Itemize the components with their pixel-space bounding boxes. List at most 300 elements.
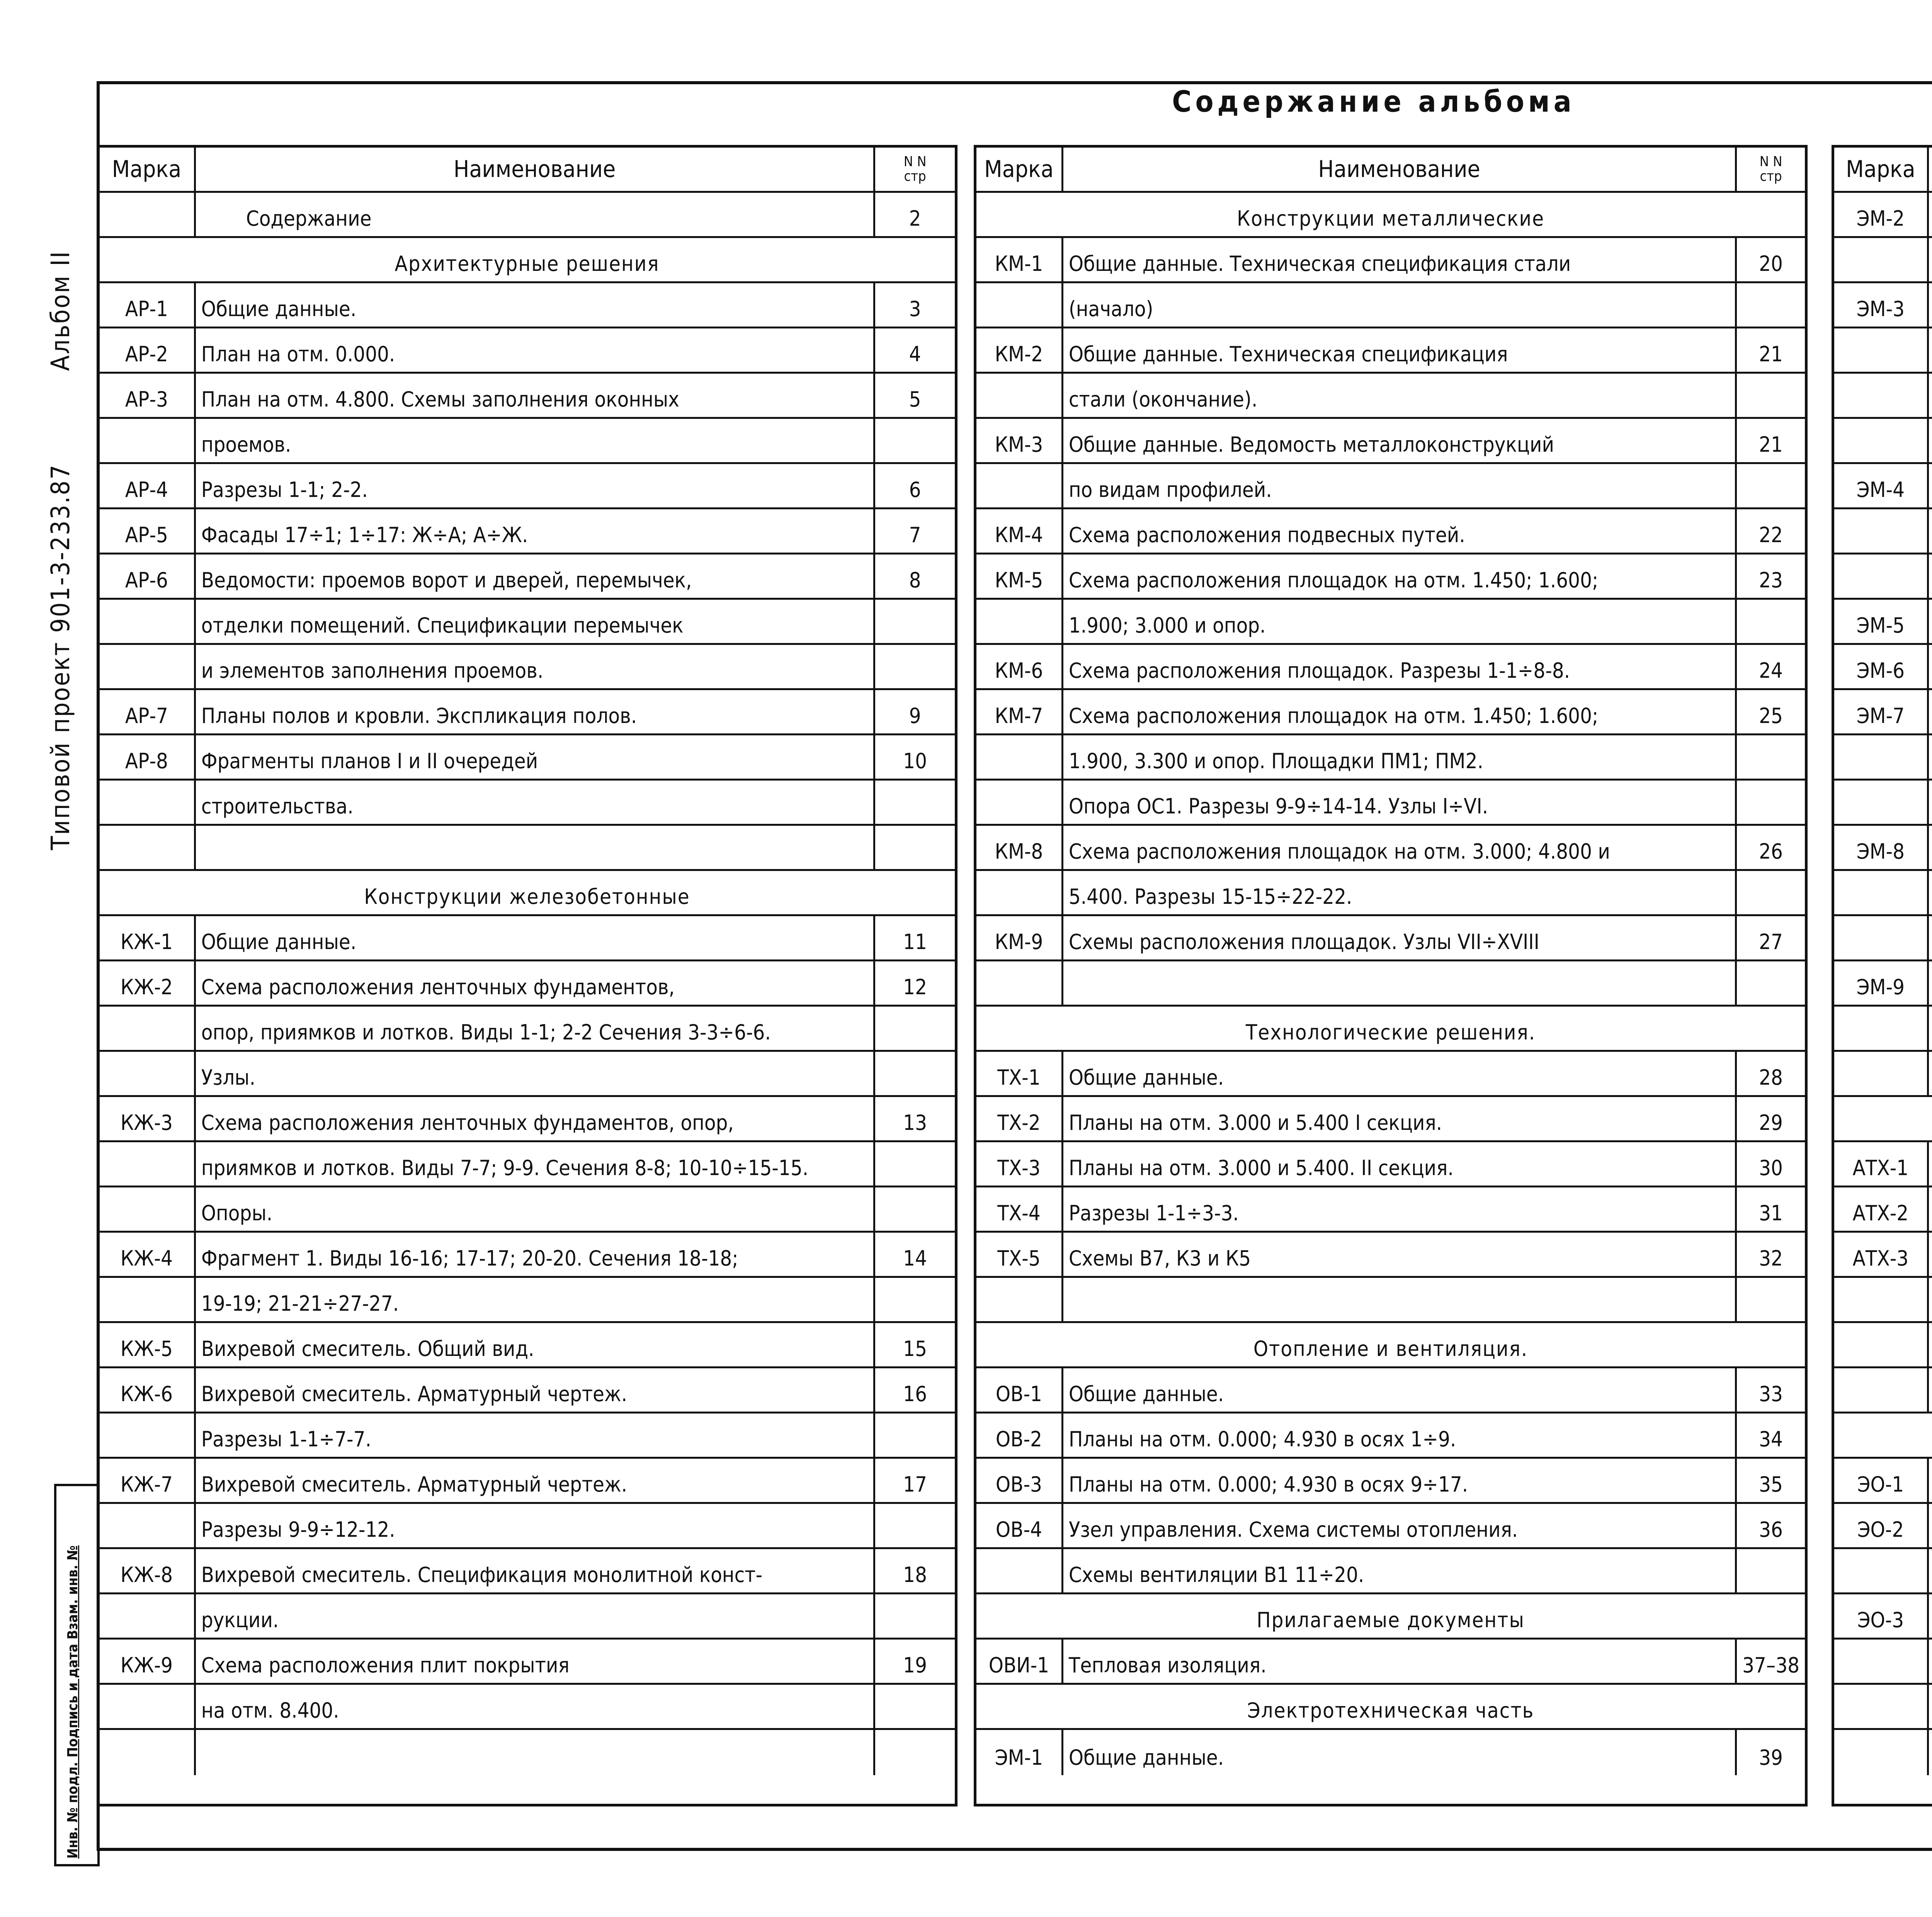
table-row <box>1834 374 1932 419</box>
drawing-code: АР-3 <box>99 374 196 417</box>
drawing-name <box>1929 1233 1932 1276</box>
drawing-code <box>99 1594 196 1638</box>
drawing-code <box>99 1730 196 1775</box>
section-heading <box>1834 1414 1932 1457</box>
table-row <box>1834 555 1932 600</box>
page-number-cell: 2 <box>909 206 921 231</box>
page-number-cell: 21 <box>1759 432 1783 457</box>
page-number-cell: 28 <box>1759 1065 1783 1090</box>
drawing-name: Общие данные. <box>1063 1368 1737 1412</box>
table-row <box>99 328 955 374</box>
drawing-code <box>1834 1052 1929 1095</box>
drawing-code: КЖ-5 <box>99 1323 196 1366</box>
table-row <box>99 1323 955 1368</box>
page-number-cell <box>875 1685 955 1728</box>
page-number-cell: 21 <box>1759 342 1783 366</box>
page-number-cell: 30 <box>1759 1156 1783 1180</box>
table-row <box>1834 961 1932 1007</box>
drawing-name: опор, приямков и лотков. Виды 1-1; 2-2 Сечения 3-3÷6-6. <box>196 1007 875 1050</box>
drawing-code: ЭО-3 <box>1834 1594 1929 1638</box>
drawing-name: стали (окончание). <box>1063 374 1737 417</box>
drawing-code <box>976 1278 1063 1321</box>
drawing-name <box>1929 1594 1932 1638</box>
drawing-name <box>1929 600 1932 643</box>
drawing-code <box>976 374 1063 417</box>
drawing-code <box>99 826 196 869</box>
page-number-cell: 10 <box>903 749 927 773</box>
page-number-cell: 15 <box>903 1337 927 1361</box>
table-row <box>99 464 955 509</box>
drawing-code <box>1834 1368 1929 1412</box>
table-row <box>976 781 1805 826</box>
drawing-name: Опора ОС1. Разрезы 9-9÷14-14. Узлы I÷VI. <box>1063 781 1737 824</box>
drawing-code: ЭМ-2 <box>1834 193 1929 236</box>
page-number-cell: 5 <box>909 387 921 412</box>
table-row <box>99 916 955 961</box>
table-row <box>99 961 955 1007</box>
drawing-name: Схема расположения подвесных путей. <box>1063 509 1737 553</box>
page-number-cell <box>875 1278 955 1321</box>
section-heading-row <box>976 193 1805 238</box>
table-row <box>99 735 955 781</box>
drawing-name <box>1063 961 1737 1005</box>
table-row <box>976 1504 1805 1549</box>
drawing-name: Общие данные. <box>196 916 875 959</box>
drawing-name: и элементов заполнения проемов. <box>196 645 875 688</box>
drawing-code <box>976 961 1063 1005</box>
drawing-name: 1.900; 3.000 и опор. <box>1063 600 1737 643</box>
drawing-code: АР-6 <box>99 555 196 598</box>
drawing-name: Вихревой смеситель. Арматурный чертеж. <box>196 1368 875 1412</box>
drawing-code <box>99 419 196 462</box>
page-number-cell <box>1737 464 1805 507</box>
drawing-name: отделки помещений. Спецификации перемычек <box>196 600 875 643</box>
drawing-name: Общие данные. Техническая спецификация стали <box>1063 238 1737 281</box>
drawing-name: Узлы. <box>196 1052 875 1095</box>
page-number-cell <box>875 1007 955 1050</box>
drawing-name <box>1929 509 1932 553</box>
drawing-name: Общие данные. <box>196 283 875 327</box>
drawing-code <box>976 283 1063 327</box>
drawing-code: КЖ-9 <box>99 1640 196 1683</box>
drawing-code: КМ-7 <box>976 690 1063 733</box>
table-row <box>99 645 955 690</box>
page-number-cell <box>1737 1549 1805 1592</box>
drawing-name <box>1929 1187 1932 1231</box>
drawing-code: АР-8 <box>99 735 196 779</box>
drawing-name: Схемы В7, К3 и К5 <box>1063 1233 1737 1276</box>
table-row <box>99 1640 955 1685</box>
page-number-cell: 17 <box>903 1472 927 1497</box>
page-number-cell <box>1737 961 1805 1005</box>
header-page-bottom: стр <box>904 168 926 184</box>
drawing-code <box>1834 509 1929 553</box>
stamp-label: Инв. № подл. Подпись и дата Взам. инв. № <box>65 1545 81 1859</box>
drawing-name <box>1929 735 1932 779</box>
table-row <box>99 1549 955 1594</box>
drawing-code <box>99 1187 196 1231</box>
table-row <box>1834 328 1932 374</box>
drawing-name <box>1929 690 1932 733</box>
project-label: Типовой проект 901-3-233.87 <box>46 463 75 850</box>
drawing-name: строительства. <box>196 781 875 824</box>
page-number-cell <box>1737 781 1805 824</box>
table-row <box>1834 690 1932 735</box>
drawing-name <box>1929 1504 1932 1547</box>
page-number-cell <box>875 419 955 462</box>
drawing-name: Планы на отм. 0.000; 4.930 в осях 1÷9. <box>1063 1414 1737 1457</box>
section-heading-row <box>976 1007 1805 1052</box>
table-row <box>1834 464 1932 509</box>
section-heading: Отопление и вентиляция. <box>1253 1337 1528 1361</box>
drawing-name <box>1929 645 1932 688</box>
table-row <box>99 555 955 600</box>
drawing-code <box>976 871 1063 914</box>
drawing-code: КЖ-6 <box>99 1368 196 1412</box>
drawing-name: Схема расположения ленточных фундаментов, опор, <box>196 1097 875 1140</box>
table-row <box>976 555 1805 600</box>
table-row <box>976 690 1805 735</box>
drawing-name <box>1063 1278 1737 1321</box>
table-row <box>99 1459 955 1504</box>
table-row <box>1834 1685 1932 1730</box>
drawing-name: Планы на отм. 3.000 и 5.400. II секция. <box>1063 1142 1737 1186</box>
drawing-name: Общие данные. <box>1063 1730 1737 1775</box>
table-row <box>99 1142 955 1187</box>
drawing-name <box>1929 781 1932 824</box>
page-number-cell: 16 <box>903 1382 927 1406</box>
drawing-name: Разрезы 1-1÷7-7. <box>196 1414 875 1457</box>
table-header <box>976 148 1805 193</box>
page-number-cell: 4 <box>909 342 921 366</box>
drawing-code <box>99 600 196 643</box>
drawing-name <box>196 1730 875 1775</box>
album-title: Содержание альбома <box>1172 84 1575 119</box>
drawing-code <box>976 600 1063 643</box>
section-heading-row <box>976 1323 1805 1368</box>
page-number-cell <box>875 781 955 824</box>
drawing-code: КМ-9 <box>976 916 1063 959</box>
page-number-cell: 31 <box>1759 1201 1783 1225</box>
page-number-cell: 9 <box>909 704 921 728</box>
drawing-name: Общие данные. <box>1063 1052 1737 1095</box>
table-row <box>1834 1594 1932 1640</box>
table-row <box>1834 1730 1932 1775</box>
table-row <box>1834 419 1932 464</box>
drawing-code: ЭМ-8 <box>1834 826 1929 869</box>
header-page-bottom: стр <box>1760 168 1782 184</box>
table-row <box>976 238 1805 283</box>
drawing-code: ЭО-1 <box>1834 1459 1929 1502</box>
drawing-name <box>1929 961 1932 1005</box>
page-number-cell: 7 <box>909 523 921 547</box>
table-row <box>1834 1323 1932 1368</box>
table-row <box>976 1278 1805 1323</box>
table-row <box>99 374 955 419</box>
drawing-code <box>1834 1549 1929 1592</box>
drawing-code <box>99 1504 196 1547</box>
drawing-code: КМ-3 <box>976 419 1063 462</box>
section-heading: Конструкции металлические <box>1237 206 1544 231</box>
drawing-code <box>976 464 1063 507</box>
drawing-name: Схема расположения площадок на отм. 1.450; 1.600; <box>1063 690 1737 733</box>
table-row <box>99 419 955 464</box>
table-row <box>976 1142 1805 1187</box>
page-number-cell <box>1737 735 1805 779</box>
drawing-code <box>1834 238 1929 281</box>
drawing-code <box>976 1549 1063 1592</box>
drawing-name: Схема расположения площадок на отм. 1.450; 1.600; <box>1063 555 1737 598</box>
page-number-cell: 29 <box>1759 1111 1783 1135</box>
header-code: Марка <box>99 148 196 191</box>
drawing-name <box>1929 1368 1932 1412</box>
drawing-code: ТХ-3 <box>976 1142 1063 1186</box>
table-row <box>99 1278 955 1323</box>
table-row <box>1834 871 1932 916</box>
page-number-cell <box>875 1594 955 1638</box>
table-row <box>1834 1233 1932 1278</box>
header-name: Наименование <box>1063 148 1737 191</box>
drawing-code <box>1834 781 1929 824</box>
page-number-cell <box>875 1504 955 1547</box>
drawing-code: ЭМ-4 <box>1834 464 1929 507</box>
contents-table-right <box>1832 145 1932 1806</box>
drawing-code <box>99 645 196 688</box>
table-row <box>1834 826 1932 871</box>
page-number-cell <box>875 645 955 688</box>
table-row <box>1834 1368 1932 1414</box>
drawing-code: КМ-6 <box>976 645 1063 688</box>
drawing-name <box>1929 374 1932 417</box>
drawing-code <box>1834 555 1929 598</box>
table-row <box>99 690 955 735</box>
page-number-cell: 22 <box>1759 523 1783 547</box>
table-row <box>1834 283 1932 328</box>
drawing-name: Разрезы 1-1÷3-3. <box>1063 1187 1737 1231</box>
drawing-code: КМ-5 <box>976 555 1063 598</box>
table-row <box>99 781 955 826</box>
section-heading <box>1834 1097 1932 1140</box>
drawing-name: Схемы вентиляции В1 11÷20. <box>1063 1549 1737 1592</box>
table-row <box>1834 1640 1932 1685</box>
header-name: Наименование <box>196 148 875 191</box>
page-number-cell: 26 <box>1759 839 1783 864</box>
drawing-code <box>1834 374 1929 417</box>
drawing-name <box>1929 1142 1932 1186</box>
drawing-code <box>1834 1730 1929 1775</box>
table-row <box>1834 645 1932 690</box>
table-row <box>99 193 955 238</box>
drawing-code <box>1834 1278 1929 1321</box>
drawing-name <box>1929 871 1932 914</box>
page-number-cell: 25 <box>1759 704 1783 728</box>
page-number-cell: 6 <box>909 478 921 502</box>
drawing-name: Вихревой смеситель. Спецификация монолитной конст- <box>196 1549 875 1592</box>
drawing-name <box>196 826 875 869</box>
drawing-name <box>1929 193 1932 236</box>
page-number-cell <box>1737 283 1805 327</box>
drawing-code: ОВИ-1 <box>976 1640 1063 1683</box>
drawing-code: АР-7 <box>99 690 196 733</box>
page-number-cell: 24 <box>1759 658 1783 683</box>
drawing-name: проемов. <box>196 419 875 462</box>
drawing-name: Фасады 17÷1; 1÷17: Ж÷А; А÷Ж. <box>196 509 875 553</box>
drawing-name: Общие данные. Ведомость металлоконструкций <box>1063 419 1737 462</box>
drawing-code: КЖ-1 <box>99 916 196 959</box>
table-row <box>99 1097 955 1142</box>
section-heading: Электротехническая часть <box>1247 1698 1534 1723</box>
drawing-code <box>976 735 1063 779</box>
contents-table-left <box>97 145 957 1806</box>
table-row <box>976 1097 1805 1142</box>
table-row <box>99 1007 955 1052</box>
table-row <box>976 464 1805 509</box>
drawing-code: ОВ-2 <box>976 1414 1063 1457</box>
drawing-name: Фрагменты планов I и II очередей <box>196 735 875 779</box>
drawing-name <box>1929 826 1932 869</box>
drawing-name <box>1929 1730 1932 1775</box>
table-row <box>1834 1052 1932 1097</box>
drawing-code: АТХ-1 <box>1834 1142 1929 1186</box>
table-header <box>1834 148 1932 193</box>
drawing-name: Тепловая изоляция. <box>1063 1640 1737 1683</box>
table-row <box>1834 600 1932 645</box>
drawing-code: АР-4 <box>99 464 196 507</box>
table-row <box>99 283 955 328</box>
drawing-name: Узел управления. Схема системы отопления. <box>1063 1504 1737 1547</box>
drawing-name: 1.900, 3.300 и опор. Площадки ПМ1; ПМ2. <box>1063 735 1737 779</box>
drawing-code: ЭМ-9 <box>1834 961 1929 1005</box>
table-row <box>976 826 1805 871</box>
drawing-name: Разрезы 1-1; 2-2. <box>196 464 875 507</box>
drawing-name <box>1929 328 1932 372</box>
table-row <box>1834 1007 1932 1052</box>
drawing-name <box>1929 1459 1932 1502</box>
drawing-code: АР-5 <box>99 509 196 553</box>
drawing-code: ЭМ-1 <box>976 1730 1063 1775</box>
drawing-name: Вихревой смеситель. Общий вид. <box>196 1323 875 1366</box>
table-row <box>99 1052 955 1097</box>
drawing-code <box>99 193 196 236</box>
table-row <box>976 1052 1805 1097</box>
table-row <box>976 1459 1805 1504</box>
table-row <box>1834 1504 1932 1549</box>
drawing-name: Общие данные. Техническая спецификация <box>1063 328 1737 372</box>
drawing-code <box>99 1052 196 1095</box>
drawing-name: Опоры. <box>196 1187 875 1231</box>
section-heading-row <box>976 1685 1805 1730</box>
page-number-cell <box>875 1730 955 1775</box>
drawing-name: Ведомости: проемов ворот и дверей, перемычек, <box>196 555 875 598</box>
drawing-code: ЭМ-3 <box>1834 283 1929 327</box>
drawing-name <box>1929 1007 1932 1050</box>
drawing-name: Схема расположения ленточных фундаментов, <box>196 961 875 1005</box>
table-row <box>976 419 1805 464</box>
drawing-code: ЭМ-7 <box>1834 690 1929 733</box>
page-number-cell: 3 <box>909 297 921 321</box>
drawing-code <box>99 1685 196 1728</box>
album-label: Альбом II <box>46 250 75 371</box>
table-header <box>99 148 955 193</box>
drawing-code <box>1834 735 1929 779</box>
drawing-code: АР-1 <box>99 283 196 327</box>
drawing-name: План на отм. 4.800. Схемы заполнения оконных <box>196 374 875 417</box>
section-heading-row <box>99 238 955 283</box>
page-number-cell: 23 <box>1759 568 1783 592</box>
table-row <box>976 1368 1805 1414</box>
header-name <box>1929 148 1932 191</box>
drawing-name <box>1929 1549 1932 1592</box>
table-row <box>99 826 955 871</box>
drawing-code <box>1834 328 1929 372</box>
drawing-name: приямков и лотков. Виды 7-7; 9-9. Сечения 8-8; 10-10÷15-15. <box>196 1142 875 1186</box>
drawing-code: ОВ-3 <box>976 1459 1063 1502</box>
drawing-name <box>1929 1278 1932 1321</box>
drawing-code <box>976 781 1063 824</box>
drawing-code: КЖ-2 <box>99 961 196 1005</box>
drawing-name: 5.400. Разрезы 15-15÷22-22. <box>1063 871 1737 914</box>
drawing-code <box>99 1142 196 1186</box>
table-row <box>976 961 1805 1007</box>
page-number-cell: 20 <box>1759 252 1783 276</box>
drawing-code <box>1834 1685 1929 1728</box>
table-row <box>976 871 1805 916</box>
table-row <box>976 509 1805 555</box>
table-row <box>1834 735 1932 781</box>
drawing-code <box>1834 916 1929 959</box>
page-number-cell <box>1737 871 1805 914</box>
table-row <box>976 1414 1805 1459</box>
drawing-code <box>1834 1640 1929 1683</box>
page-number-cell <box>1737 374 1805 417</box>
section-heading: Конструкции железобетонные <box>364 885 690 909</box>
drawing-name: Планы на отм. 0.000; 4.930 в осях 9÷17. <box>1063 1459 1737 1502</box>
table-row <box>1834 1278 1932 1323</box>
drawing-name: Вихревой смеситель. Арматурный чертеж. <box>196 1459 875 1502</box>
page-number-cell: 11 <box>903 930 927 954</box>
header-page-top: N N <box>903 154 927 170</box>
section-heading: Технологические решения. <box>1245 1020 1536 1044</box>
drawing-code: АТХ-3 <box>1834 1233 1929 1276</box>
page-number-cell: 37–38 <box>1742 1653 1800 1677</box>
drawing-code <box>99 1007 196 1050</box>
drawing-code: КМ-2 <box>976 328 1063 372</box>
page-number-cell: 14 <box>903 1246 927 1271</box>
page-number-cell <box>875 826 955 869</box>
drawing-code: ТХ-4 <box>976 1187 1063 1231</box>
table-row <box>99 1233 955 1278</box>
drawing-code: КЖ-3 <box>99 1097 196 1140</box>
table-row <box>1834 509 1932 555</box>
table-row <box>1834 238 1932 283</box>
table-row <box>976 1187 1805 1233</box>
drawing-code: ТХ-1 <box>976 1052 1063 1095</box>
drawing-name <box>1929 1052 1932 1095</box>
page-number-cell <box>875 1142 955 1186</box>
page-number-cell <box>875 1052 955 1095</box>
section-heading: Прилагаемые документы <box>1257 1608 1525 1632</box>
table-row <box>976 1640 1805 1685</box>
drawing-name <box>1929 555 1932 598</box>
table-row <box>976 1730 1805 1775</box>
page-number-cell <box>875 600 955 643</box>
table-row <box>976 600 1805 645</box>
drawing-name: рукции. <box>196 1594 875 1638</box>
page-number-cell: 12 <box>903 975 927 999</box>
table-row <box>99 1504 955 1549</box>
table-row <box>976 328 1805 374</box>
section-heading-row <box>1834 1097 1932 1142</box>
